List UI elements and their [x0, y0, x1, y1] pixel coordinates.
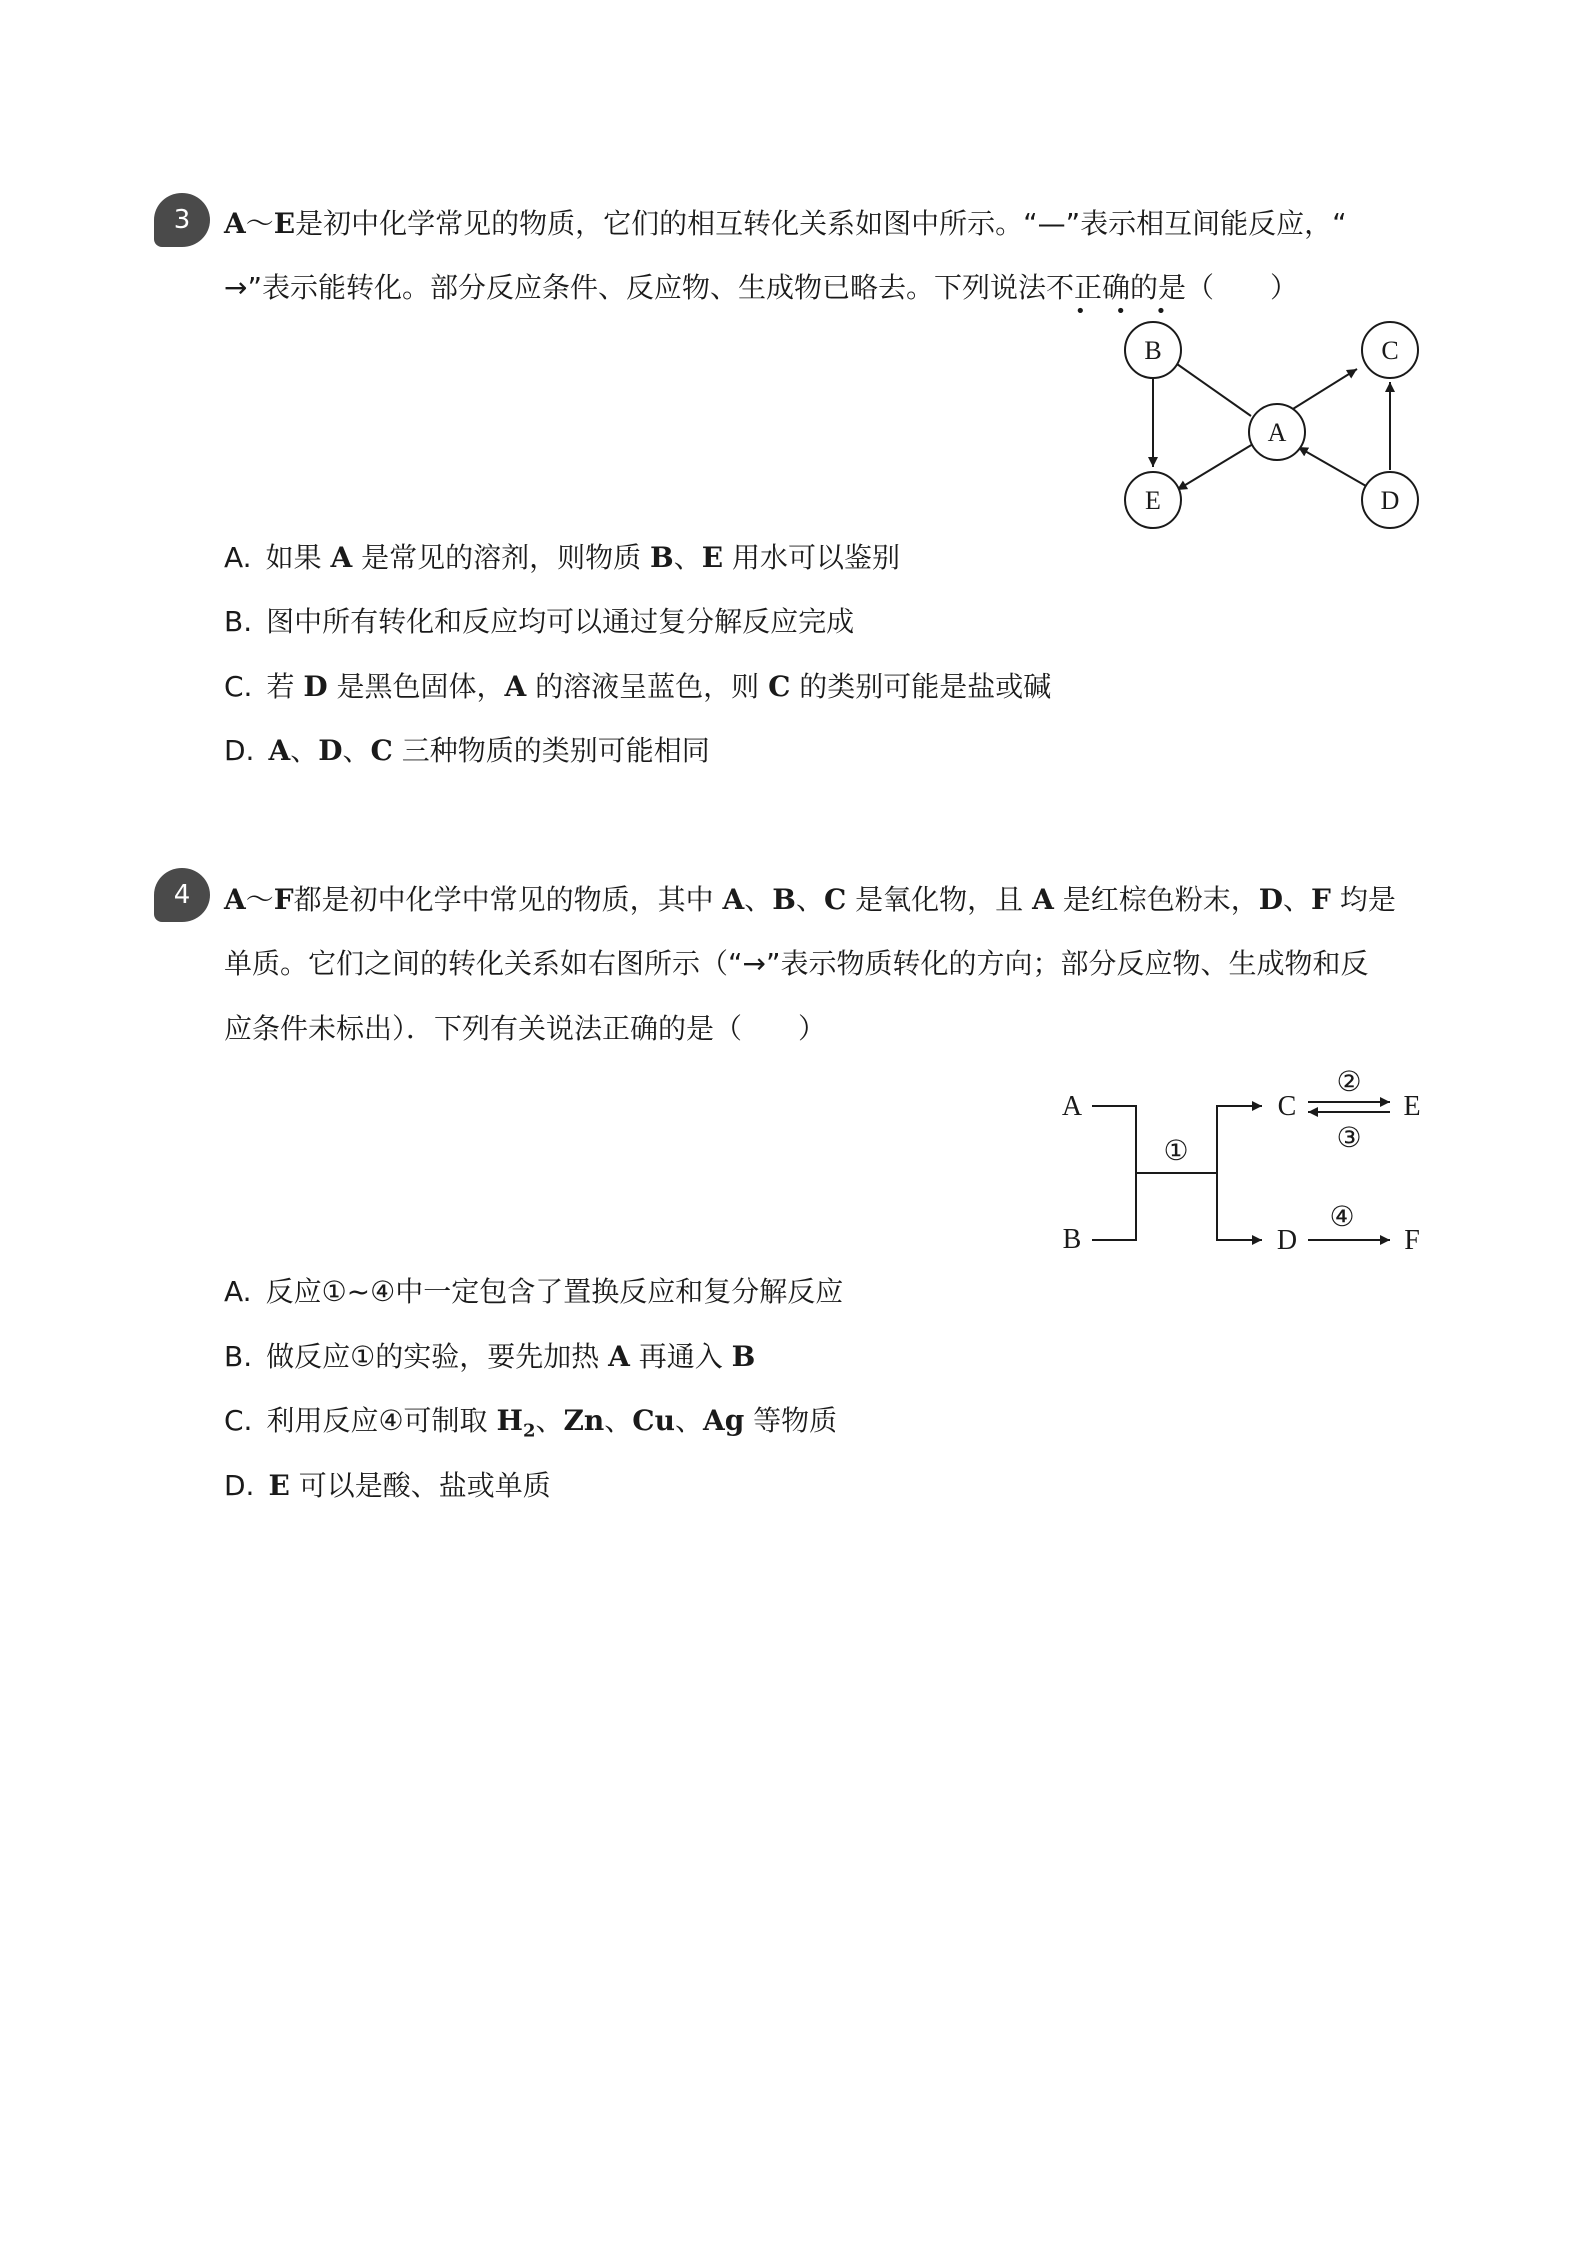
option-text-part: 的类别可能是盐或碱: [790, 670, 1052, 703]
option-text-part: 、: [290, 734, 319, 767]
q4-symbol-d: D: [1258, 883, 1284, 916]
option-text-part: Ag: [702, 1404, 745, 1437]
option-key: B.: [224, 605, 253, 638]
q4-symbol-c: C: [823, 883, 847, 916]
option-text-part: B: [731, 1340, 756, 1373]
q4-symbol-a-2: A: [722, 883, 745, 916]
q4-sep-2: 、: [795, 883, 824, 916]
option-key: B.: [224, 1340, 253, 1373]
option-text-part: 可以是酸、盐或单质: [289, 1469, 551, 1502]
q3-option-a[interactable]: [224, 538, 900, 578]
svg-text:A: A: [1267, 418, 1287, 447]
option-text-part: 、: [673, 541, 702, 574]
q4-tilde: ～: [245, 883, 274, 916]
species-e: E: [1403, 1091, 1421, 1122]
svg-text:B: B: [1144, 336, 1162, 365]
arrow-to-c: [1217, 1106, 1262, 1173]
arrow-d-to-a: [1298, 447, 1366, 486]
node-b: [1125, 322, 1181, 378]
option-text-part: 、: [342, 734, 371, 767]
option-key: D.: [224, 1469, 255, 1502]
option-text-part: 图中所有转化和反应均可以通过复分解反应完成: [266, 605, 855, 638]
q3-option-c[interactable]: [224, 667, 1051, 707]
arrow-to-d: [1217, 1173, 1262, 1240]
q3-stem-tail: 的是（ ）: [1130, 271, 1299, 304]
species-d: D: [1276, 1225, 1298, 1250]
species-a: A: [1061, 1091, 1083, 1122]
option-text-part: C: [768, 670, 791, 703]
q4-option-c[interactable]: [224, 1401, 837, 1452]
question-3-number: 3: [154, 193, 210, 247]
option-key: D.: [224, 734, 255, 767]
option-text-part: H: [496, 1404, 523, 1437]
reaction-4-label: ④: [1329, 1202, 1355, 1233]
q3-option-b[interactable]: [224, 602, 854, 642]
edge-b-a-reaction: [1177, 364, 1251, 416]
option-key: C.: [224, 1404, 253, 1437]
option-text-part: 、: [535, 1404, 564, 1437]
q4-stem-text-1b: 是氧化物，且: [846, 883, 1033, 916]
option-text-part: C: [370, 734, 393, 767]
option-text-part: 、: [674, 1404, 703, 1437]
question-3-diagram: [1110, 312, 1450, 532]
option-text-part: 反应①~④中一定包含了置换反应和复分解反应: [265, 1275, 844, 1308]
option-text-part: 三种物质的类别可能相同: [392, 734, 710, 767]
q4-option-d[interactable]: [224, 1466, 551, 1506]
species-b: B: [1062, 1224, 1082, 1250]
option-text-part: 是黑色固体，: [327, 670, 505, 703]
option-text-part: Zn: [563, 1404, 605, 1437]
q3-symbol-e: E: [273, 207, 296, 240]
reaction-3-label: ③: [1336, 1123, 1362, 1154]
question-3-stem-line-1: [224, 204, 1347, 244]
q4-symbol-f: F: [273, 883, 294, 916]
option-key: A.: [224, 1275, 252, 1308]
option-text-part: A: [504, 670, 527, 703]
arrow-a-to-e: [1177, 444, 1253, 490]
q4-option-b[interactable]: [224, 1337, 755, 1377]
q4-symbol-a-3: A: [1032, 883, 1054, 916]
bracket-a-b: [1092, 1106, 1136, 1240]
question-4-stem-line-1: [224, 880, 1396, 920]
svg-text:C: C: [1381, 336, 1399, 365]
option-text-part: 若: [266, 670, 304, 703]
option-key: C.: [224, 670, 253, 703]
option-text-part: 等物质: [744, 1404, 838, 1437]
option-text-part: E: [701, 541, 724, 574]
node-c: [1362, 322, 1418, 378]
option-text-part: Cu: [632, 1404, 675, 1437]
question-4-diagram: [1052, 1060, 1452, 1250]
q3-stem-text-2: →”表示能转化。部分反应条件、反应物、生成物已略去。下列说法: [224, 271, 1046, 304]
q4-symbol-f-2: F: [1311, 883, 1331, 916]
option-text-part: 是常见的溶剂，则物质: [352, 541, 651, 574]
question-4-stem-line-3: 应条件未标出）．下列有关说法正确的是（ ）: [224, 1012, 827, 1045]
reaction-1-label: ①: [1163, 1136, 1189, 1167]
node-a: [1249, 404, 1305, 460]
node-d: [1362, 472, 1418, 528]
option-text-part: D: [318, 734, 343, 767]
q4-symbol-b: B: [772, 883, 796, 916]
reaction-2-label: ②: [1336, 1067, 1362, 1098]
option-text-part: 做反应①的实验，要先加热: [266, 1340, 609, 1373]
q4-stem-text-1a: 都是初中化学中常见的物质，其中: [293, 883, 723, 916]
species-f: F: [1404, 1225, 1420, 1250]
q3-emphasis-dots: • • •: [1075, 301, 1179, 322]
option-text-part: A: [608, 1340, 630, 1373]
q3-stem-text-1: 是初中化学常见的物质，它们的相互转化关系如图中所示。“—”表示相互间能反应，“: [295, 207, 1347, 240]
q4-sep-1: 、: [744, 883, 773, 916]
option-text-part: 利用反应④可制取: [266, 1404, 497, 1437]
q4-symbol-a: A: [224, 883, 246, 916]
option-text-part: 再通入: [629, 1340, 732, 1373]
q3-emphasis-not-correct: 不正确: [1045, 271, 1130, 304]
option-text-part: 用水可以鉴别: [723, 541, 900, 574]
option-text-part: D: [303, 670, 328, 703]
q4-option-a[interactable]: [224, 1272, 843, 1312]
q3-symbol-a: A: [224, 207, 246, 240]
q3-tilde: ～: [245, 207, 274, 240]
svg-text:E: E: [1145, 486, 1161, 515]
q3-option-d[interactable]: [224, 731, 710, 771]
svg-text:D: D: [1380, 486, 1400, 515]
question-4-stem-line-2: 单质。它们之间的转化关系如右图所示（“→”表示物质转化的方向；部分反应物、生成物和反: [224, 947, 1369, 980]
option-text-part: A: [330, 541, 353, 574]
option-text-part: 如果: [265, 541, 331, 574]
option-text-part: E: [268, 1469, 290, 1502]
question-4-number: 4: [154, 868, 210, 922]
option-text-part: B: [650, 541, 674, 574]
q4-sep-3: 、: [1283, 883, 1312, 916]
q4-stem-text-1c: 是红棕色粉末，: [1053, 883, 1259, 916]
option-text-part: 、: [604, 1404, 633, 1437]
option-text-part: A: [268, 734, 291, 767]
option-key: A.: [224, 541, 252, 574]
node-e: [1125, 472, 1181, 528]
q4-stem-text-1d: 均是: [1330, 883, 1396, 916]
species-c: C: [1277, 1091, 1297, 1122]
option-text-part: 2: [522, 1420, 536, 1442]
option-text-part: 的溶液呈蓝色，则: [526, 670, 769, 703]
